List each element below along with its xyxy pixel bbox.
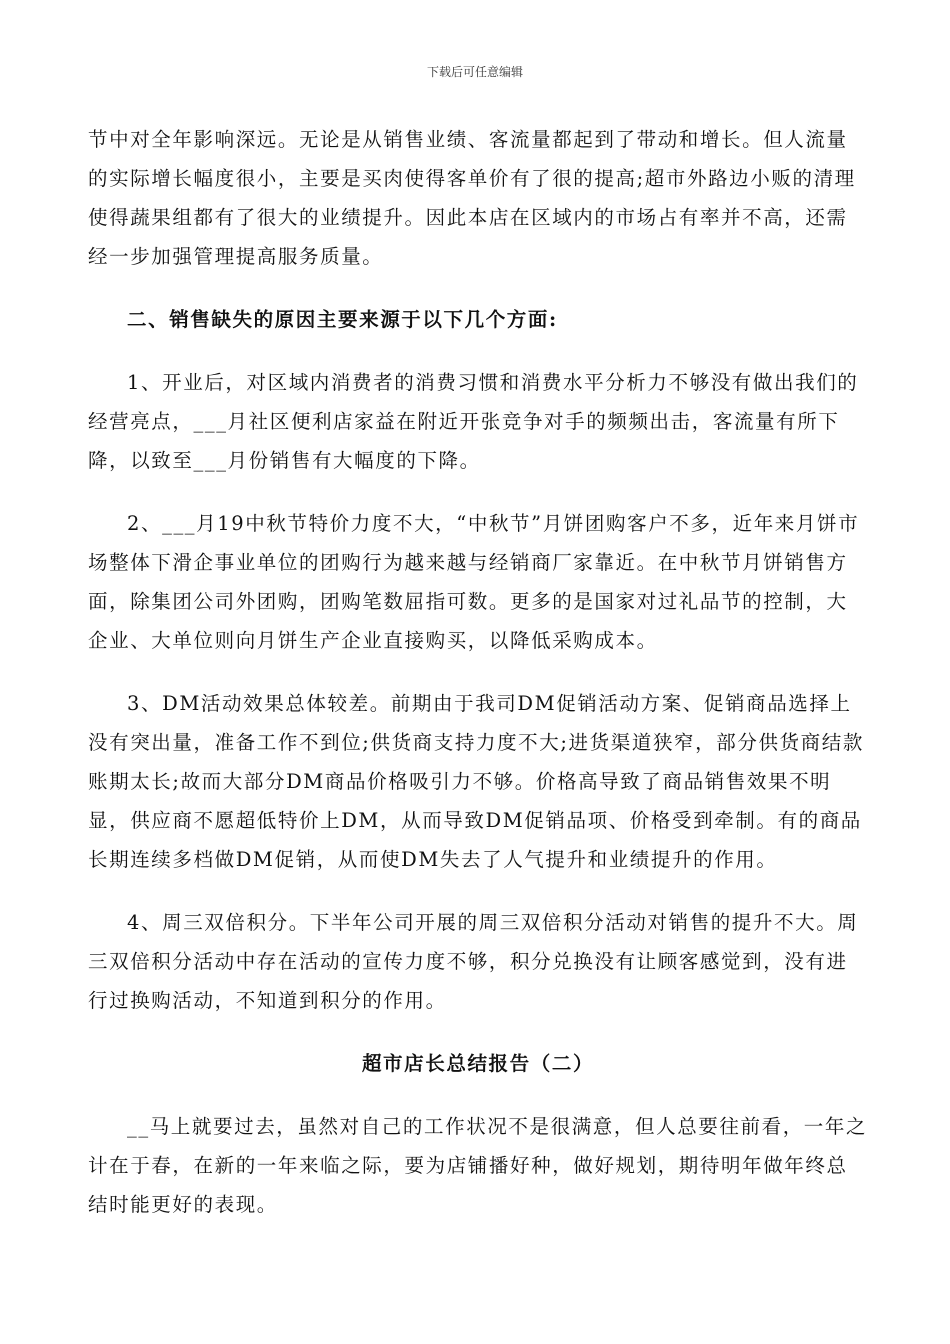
intro-paragraph: __马上就要过去，虽然对自己的工作状况不是很满意，但人总要往前看，一年之计在于春，在新的一年来临之际，要为店铺播好种，做好规划，期待明年做年终总结时能更好的表现。 — [88, 1115, 868, 1216]
list-item-4: 4、周三双倍积分。下半年公司开展的周三双倍积分活动对销售的提升不大。周三双倍积分活动中存在活动的宣传力度不够，积分兑换没有让顾客感觉到，没有进行过换购活动，不知道到积分的作用。 — [88, 911, 859, 1012]
list-item-3: 3、DM活动效果总体较差。前期由于我司DM促销活动方案、促销商品选择上没有突出量，准备工作不到位;供货商支持力度不大;进货渠道狭窄，部分供货商结款账期太长;故而大部分DM商品价格吸引力不够。价格高导致了商品销售效果不明显，供应商不愿超低特价上DM，从而导致DM促销品项、价格受到牵制。有的商品长期连续多档做DM促销，从而使DM失去了人气提升和业绩提升的作用。 — [88, 692, 864, 871]
page-header: 下载后可任意编辑 — [426, 65, 523, 79]
document-body — [88, 120, 868, 1224]
list-item-2: 2、___月19中秋节特价力度不大，“中秋节”月饼团购客户不多，近年来月饼市场整体下滑企事业单位的团购行为越来越与经销商厂家靠近。在中秋节月饼销售方面，除集团公司外团购，团购笔数屈指可数。更多的是国家对过礼品节的控制，大企业、大单位则向月饼生产企业直接购买，以降低采购成本。 — [88, 512, 860, 652]
report-title: 超市店长总结报告（二） — [361, 1052, 595, 1075]
paragraph-continuation: 节中对全年影响深远。无论是从销售业绩、客流量都起到了带动和增长。但人流量的实际增长幅度很小，主要是买肉使得客单价有了很的提高;超市外路边小贩的清理使得蔬果组都有了很大的业绩提升。因此本店在区域内的市场占有率并不高，还需经一步加强管理提高服务质量。 — [88, 128, 856, 268]
list-item-1: 1、开业后，对区域内消费者的消费习惯和消费水平分析力不够没有做出我们的经营亮点，___月社区便利店家益在附近开张竞争对手的频频出击，客流量有所下降，以致至___月份销售有大幅度的下降。 — [88, 371, 859, 472]
section-heading: 二、销售缺失的原因主要来源于以下几个方面: — [127, 308, 558, 331]
